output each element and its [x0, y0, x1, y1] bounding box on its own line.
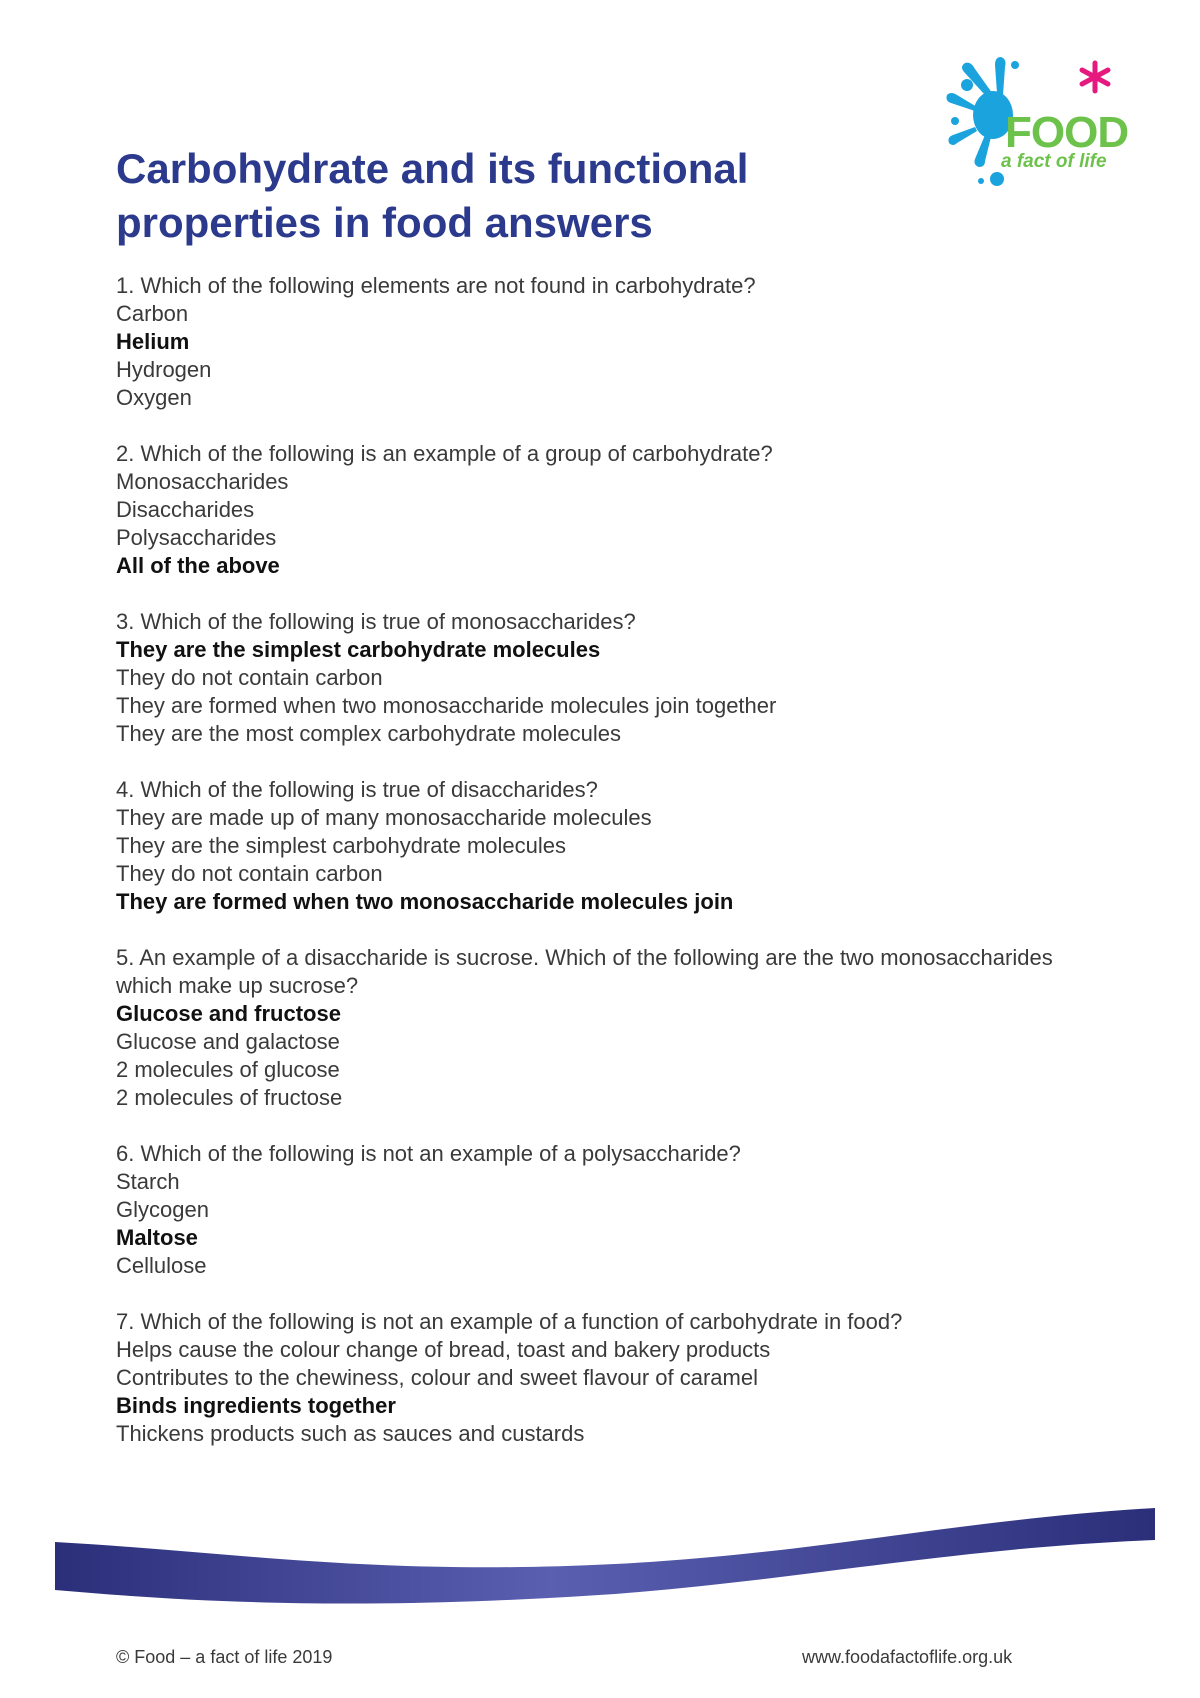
question-text: 5. An example of a disaccharide is sucrose. Which of the following are the two monosaccharides which make up sucrose? [116, 945, 1053, 998]
footer-copyright: © Food – a fact of life 2019 [116, 1647, 333, 1667]
question-block [116, 776, 1096, 916]
answer-option: 2 molecules of glucose [116, 1057, 340, 1082]
answer-option: Polysaccharides [116, 525, 277, 550]
correct-answer-option: Binds ingredients together [116, 1393, 396, 1418]
answer-option: Helps cause the colour change of bread, toast and bakery products [116, 1337, 771, 1362]
food-a-fact-of-life-logo [945, 55, 1145, 195]
correct-answer-option: Glucose and fructose [116, 1001, 341, 1026]
answer-option: Cellulose [116, 1253, 207, 1278]
question-list [116, 272, 1096, 1476]
correct-answer-option: All of the above [116, 553, 280, 578]
asterisk-icon [1082, 63, 1108, 91]
footer-website-link[interactable]: www.foodafactoflife.org.uk [802, 1647, 1013, 1667]
question-block [116, 944, 1096, 1112]
answer-option: Thickens products such as sauces and custards [116, 1421, 585, 1446]
page-title: Carbohydrate and its functional properties in food answers [116, 145, 749, 246]
answer-option: They are formed when two monosaccharide molecules join together [116, 693, 777, 718]
answer-option: They are made up of many monosaccharide molecules [116, 805, 652, 830]
question-block [116, 1140, 1096, 1280]
answer-option: Starch [116, 1169, 180, 1194]
question-block [116, 608, 1096, 748]
question-text: 6. Which of the following is not an example of a polysaccharide? [116, 1141, 741, 1166]
correct-answer-option: Helium [116, 329, 190, 354]
answer-option: Oxygen [116, 385, 192, 410]
logo-tagline: a fact of life [1001, 151, 1107, 172]
answer-option: Glycogen [116, 1197, 209, 1222]
question-block [116, 1308, 1096, 1448]
correct-answer-option: They are the simplest carbohydrate molecules [116, 637, 601, 662]
question-text: 3. Which of the following is true of monosaccharides? [116, 609, 636, 634]
answer-option: Disaccharides [116, 497, 255, 522]
decorative-wave-banner [55, 1500, 1155, 1610]
correct-answer-option: Maltose [116, 1225, 198, 1250]
answer-option: Carbon [116, 301, 189, 326]
question-text: 7. Which of the following is not an example of a function of carbohydrate in food? [116, 1309, 903, 1334]
answer-option: Glucose and galactose [116, 1029, 340, 1054]
question-text: 4. Which of the following is true of disaccharides? [116, 777, 598, 802]
answer-option: Contributes to the chewiness, colour and sweet flavour of caramel [116, 1365, 758, 1390]
question-block [116, 440, 1096, 580]
correct-answer-option: They are formed when two monosaccharide molecules join [116, 889, 734, 914]
answer-option: Monosaccharides [116, 469, 289, 494]
question-block [116, 272, 1096, 412]
logo-wordmark: FOOD [1005, 108, 1129, 157]
answer-option: They do not contain carbon [116, 665, 383, 690]
question-text: 1. Which of the following elements are not found in carbohydrate? [116, 273, 756, 298]
question-text: 2. Which of the following is an example of a group of carbohydrate? [116, 441, 773, 466]
answer-option: They are the most complex carbohydrate molecules [116, 721, 622, 746]
answer-option: They are the simplest carbohydrate molecules [116, 833, 566, 858]
answer-option: They do not contain carbon [116, 861, 383, 886]
answer-option: 2 molecules of fructose [116, 1085, 343, 1110]
answer-option: Hydrogen [116, 357, 212, 382]
